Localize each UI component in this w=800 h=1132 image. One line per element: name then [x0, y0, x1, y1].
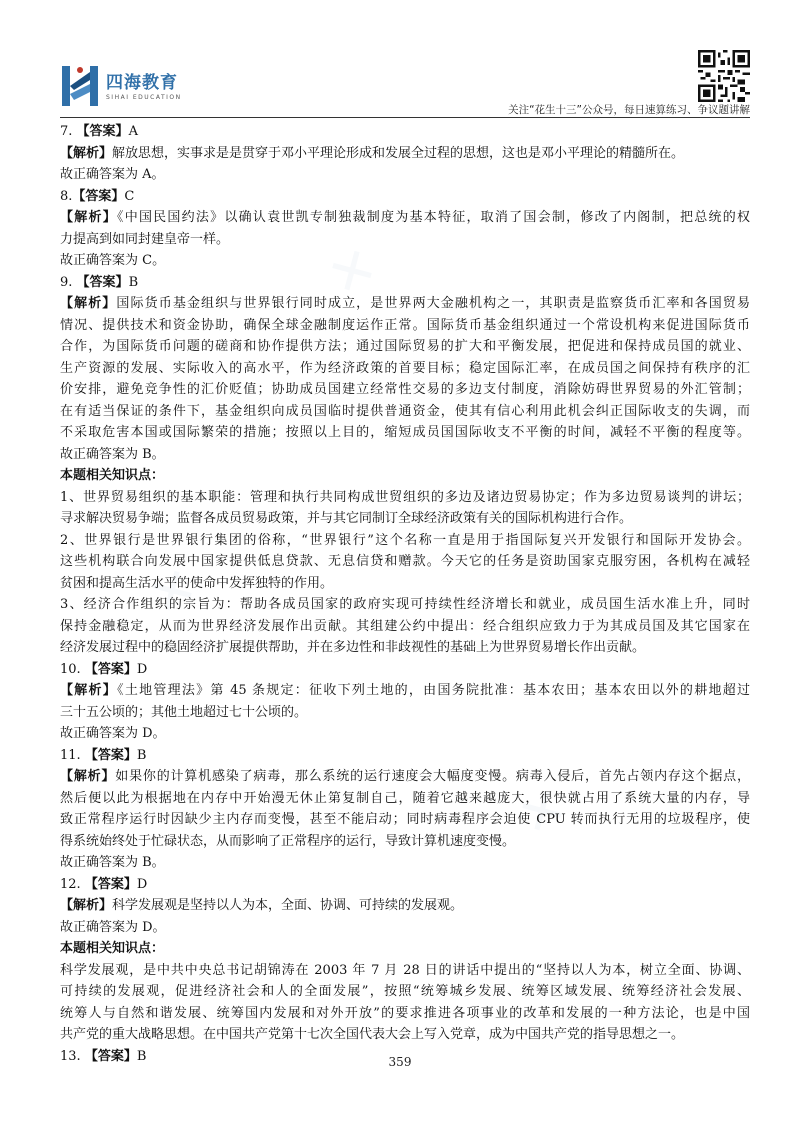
- text-run: 这些机构联合向发展中国家提供低息贷款、无息信贷和赠款。今天它的任务是资助国家克服穷困，各机构在减轻: [60, 554, 750, 569]
- text-line: [60, 594, 750, 616]
- bold-label: 【答案】: [76, 124, 129, 139]
- text-line: [60, 917, 750, 939]
- text-run: 得系统始终处于忙碌状态，从而影响了正常程序的运行，导致计算机速度变慢。: [60, 833, 516, 849]
- bold-label: 【答案】: [76, 274, 129, 290]
- text-line: [60, 207, 750, 229]
- text-line: [60, 680, 750, 702]
- text-line: [60, 981, 750, 1003]
- text-run: 贫困和提高生活水平的使命中发挥独特的作用。: [60, 575, 334, 591]
- text-run: 生产资源的发展、实际收入的高水平，作为经济政策的首要目标；稳定国际汇率，在成员国之间保持有秩序的汇: [60, 360, 750, 376]
- text-run: 2、世界银行是世界银行集团的俗称，“世界银行”这个名称一直是用于指国际复兴开发银行和国际开发协会。: [60, 532, 750, 548]
- text-run: 故正确答案为 D。: [60, 726, 166, 741]
- text-run: 科学发展观是坚持以人为本，全面、协调、可持续的发展观。: [112, 898, 464, 913]
- page-number: 359: [388, 1055, 412, 1069]
- logo-mark-icon: [60, 64, 100, 108]
- text-line: [60, 358, 750, 380]
- text-line: [60, 573, 750, 595]
- text-run: 1、世界贸易组织的基本职能：管理和执行共同构成世贸组织的多边及诸边贸易协定；作为多边贸易谈判的讲坛；: [60, 489, 750, 505]
- text-run: 故正确答案为 C。: [60, 253, 166, 268]
- text-line: [60, 465, 750, 487]
- text-line: [60, 379, 750, 401]
- text-run: 价安排，避免竞争性的汇价贬值；协助成员国建立经常性交易的多边支付制度，消除妨碍世界贸易的外汇管制；: [60, 382, 750, 397]
- text-run: 《中国民国约法》以确认袁世凯专制独裁制度为基本特征，取消了国会制，修改了内阁制，把总统的权: [116, 210, 750, 225]
- text-line: [60, 745, 750, 767]
- qr-code-icon: [698, 50, 750, 102]
- text-line: [60, 121, 750, 143]
- text-line: [60, 831, 750, 853]
- text-run: 解放思想，实事求是是贯穿于邓小平理论形成和发展全过程的思想，这也是邓小平理论的精髓所在。: [112, 145, 685, 161]
- text-run: 故正确答案为 A。: [60, 167, 165, 182]
- text-run: 10.: [60, 661, 85, 677]
- text-run: B: [128, 274, 139, 290]
- text-line: [60, 530, 750, 552]
- text-line: [60, 250, 750, 272]
- text-line: [60, 809, 750, 831]
- text-line: [60, 895, 750, 917]
- text-line: [60, 938, 750, 960]
- page-header: [60, 50, 750, 114]
- text-line: [60, 143, 750, 165]
- text-run: 然后便以此为根据地在内存中开始漫无休止第复制自己，随着它越来越庞大，很快就占用了系统大量的内存，导: [60, 790, 750, 806]
- text-line: [60, 186, 750, 208]
- answer-content: [60, 121, 750, 1067]
- text-run: 国际货币基金组织与世界银行同时成立，是世界两大金融机构之一，其职责是监察货币汇率和各国贸易: [116, 296, 750, 311]
- watermark-logo: ✕: [507, 772, 578, 851]
- bold-label: 【解析】: [60, 769, 116, 784]
- text-run: 故正确答案为 B。: [60, 855, 165, 870]
- bold-label: 本题相关知识点：: [60, 468, 165, 483]
- text-line: [60, 1024, 750, 1046]
- text-line: [60, 487, 750, 509]
- text-line: [60, 616, 750, 638]
- watermark-logo: ✕: [317, 232, 388, 311]
- text-run: 统筹人与自然和谐发展、统筹国内发展和对外开放”的要求推进各项事业的改革和发展的一种方法论，也是中国: [60, 1005, 750, 1021]
- text-run: 12.: [60, 876, 85, 892]
- text-run: 寻求解决贸易争端；监督各成员贸易政策，并与其它同制订全球经济政策有关的国际机构进行合作。: [60, 511, 633, 526]
- text-run: B: [136, 1048, 147, 1064]
- text-line: [60, 637, 750, 659]
- text-run: 7.: [60, 124, 77, 139]
- bold-label: 【答案】: [84, 1048, 137, 1064]
- text-line: [60, 293, 750, 315]
- text-run: C: [124, 188, 135, 204]
- text-run: 13.: [60, 1048, 85, 1064]
- text-line: [60, 1003, 750, 1025]
- bold-label: 【答案】: [72, 188, 125, 204]
- text-run: B: [136, 747, 147, 763]
- header-divider: [60, 117, 750, 118]
- bold-label: 【解析】: [60, 145, 113, 161]
- text-run: 科学发展观，是中共中央总书记胡锦涛在 2003 年 7 月 28 日的讲话中提出的“坚持以人为本，树立全面、协调、: [60, 962, 750, 978]
- logo-chinese-name: 四海教育: [106, 73, 178, 93]
- text-run: D: [136, 661, 148, 677]
- text-line: [60, 229, 750, 251]
- watermark-logo: ✕: [137, 552, 208, 631]
- text-run: 《土地管理法》第 45 条规定：征收下列土地的，由国务院批准：基本农田；基本农田以外的耕地超过: [117, 683, 750, 698]
- text-run: 共产党的重大战略思想。在中国共产党第十七次全国代表大会上写入党章，成为中国共产党的指导思想之一。: [60, 1027, 685, 1042]
- text-line: [60, 444, 750, 466]
- text-run: 3、经济合作组织的宗旨为：帮助各成员国家的政府实现可持续性经济增长和就业，成员国生活水准上升，同时: [60, 597, 750, 612]
- text-run: 故正确答案为 B。: [60, 446, 165, 462]
- text-run: 11.: [60, 747, 85, 763]
- text-line: [60, 702, 750, 724]
- text-run: 可持续的发展观，促进经济社会和人的全面发展”，按照“统筹城乡发展、统筹区域发展、统筹经济社会发展、: [60, 984, 750, 999]
- text-line: [60, 723, 750, 745]
- bold-label: 【答案】: [84, 876, 137, 892]
- text-run: 力提高到如同封建皇帝一样。: [60, 231, 230, 247]
- text-line: [60, 551, 750, 573]
- text-run: 9.: [60, 274, 77, 290]
- bold-label: 【答案】: [84, 661, 137, 677]
- bold-label: 本题相关知识点：: [60, 941, 165, 956]
- text-line: [60, 164, 750, 186]
- text-run: 经济发展过程中的稳固经济扩展提供帮助，并在多边性和非歧视性的基础上为世界贸易增长作出贡献。: [60, 640, 646, 655]
- brand-logo: [60, 64, 240, 110]
- text-line: [60, 960, 750, 982]
- text-run: 致正常程序运行时因缺少主内存而变慢，甚至不能启动；同时病毒程序会迫使 CPU 转而执行无用的垃圾程序，使: [60, 812, 750, 827]
- bold-label: 【解析】: [60, 296, 117, 311]
- logo-english-name: SIHAI EDUCATION: [106, 94, 182, 101]
- text-line: [60, 422, 750, 444]
- text-line: [60, 401, 750, 423]
- text-run: 故正确答案为 D。: [60, 919, 166, 935]
- text-run: 不采取危害本国或国际繁荣的措施；按照以上目的，缩短成员国国际收支不平衡的时间，减轻不平衡的程度等。: [60, 425, 750, 440]
- text-line: [60, 336, 750, 358]
- text-line: [60, 659, 750, 681]
- text-line: [60, 852, 750, 874]
- bold-label: 【解析】: [60, 210, 117, 225]
- text-run: 如果你的计算机感染了病毒，那么系统的运行速度会大幅度变慢。病毒入侵后，首先占领内存这个据点，: [115, 769, 750, 784]
- text-run: 8.: [60, 188, 73, 204]
- text-run: 在有适当保证的条件下，基金组织向成员国临时提供普通资金，使其有信心利用此机会纠正国际收支的失调，而: [60, 403, 750, 419]
- text-line: [60, 508, 750, 530]
- text-line: [60, 874, 750, 896]
- text-run: 保持金融稳定，从而为世界经济发展作出贡献。其组建公约中提出：经合组织应致力于为其成员国及其它国家在: [60, 618, 750, 634]
- text-line: [60, 272, 750, 294]
- text-line: [60, 766, 750, 788]
- text-run: 三十五公顷的；其他土地超过七十公顷的。: [60, 704, 308, 720]
- text-run: D: [136, 876, 148, 892]
- text-line: [60, 315, 750, 337]
- bold-label: 【答案】: [84, 747, 137, 763]
- header-promo-note: 关注“花生十三”公众号，每日速算练习、争议题讲解: [508, 104, 750, 116]
- text-run: 合作，为国际货币问题的磋商和协作提供方法；通过国际贸易的扩大和平衡发展，把促进和保持成员国的就业、: [60, 339, 750, 354]
- bold-label: 【解析】: [60, 898, 113, 913]
- text-run: 情况、提供技术和资金协助，确保全球金融制度运作正常。国际货币基金组织通过一个常设机构来促进国际货币: [60, 317, 750, 333]
- bold-label: 【解析】: [60, 683, 118, 698]
- text-line: [60, 788, 750, 810]
- text-run: A: [128, 124, 138, 139]
